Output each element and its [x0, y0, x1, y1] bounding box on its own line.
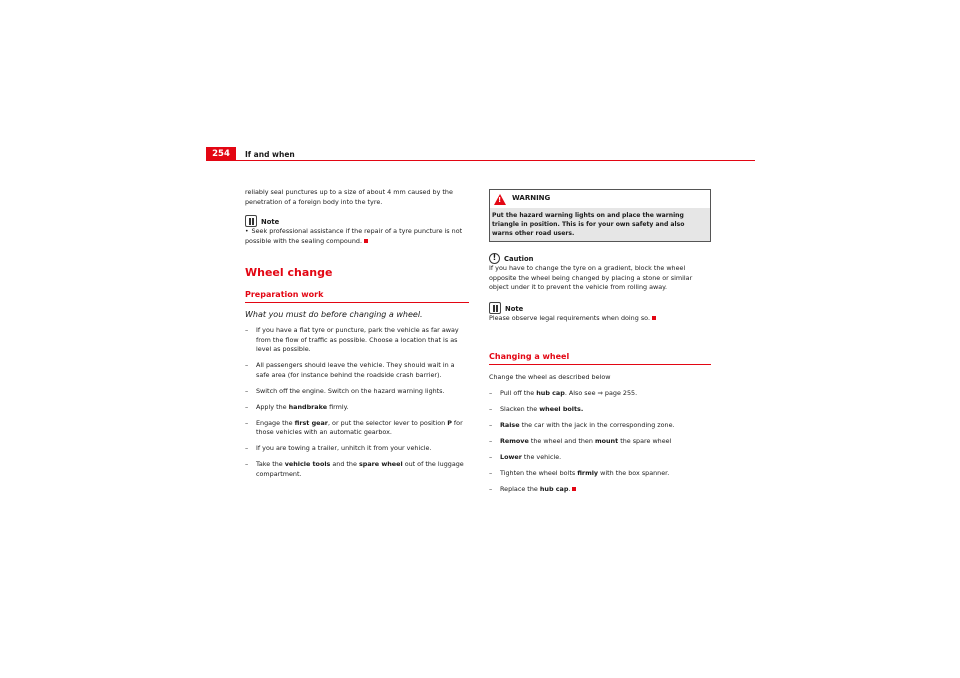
page-number: 254 — [206, 147, 236, 161]
intro-paragraph: reliably seal punctures up to a size of about 4 mm caused by the penetration of a foreign body into the tyre. — [245, 188, 453, 206]
note-text: • Seek professional assistance if the repair of a tyre puncture is not possible with the sealing compound. — [245, 227, 463, 245]
subsection-intro: What you must do before changing a wheel. — [245, 310, 423, 319]
end-mark-icon — [652, 316, 656, 320]
note-heading — [245, 213, 469, 227]
list-item: – If you have a flat tyre or puncture, park the vehicle as far away from the flow of traffic as possible. Choose a location that is as level as possible. — [245, 326, 469, 355]
list-item: – Raise the car with the jack in the corresponding zone. — [489, 421, 711, 431]
list-item: – Slacken the wheel bolts. — [489, 405, 711, 415]
list-item: – All passengers should leave the vehicle. They should wait in a safe area (for instance behind the roadside crash barrier). — [245, 361, 469, 380]
changing-wheel-section — [489, 351, 711, 494]
section-title: Wheel change — [245, 266, 333, 279]
list-item: – Remove the wheel and then mount the spare wheel — [489, 437, 711, 447]
list-item: – Tighten the wheel bolts firmly with the box spanner. — [489, 469, 711, 479]
note-icon — [245, 215, 257, 227]
warning-box — [489, 189, 711, 242]
preparation-steps — [245, 326, 469, 479]
end-mark-icon — [364, 239, 368, 243]
caution-heading — [489, 250, 711, 264]
end-mark-icon — [572, 487, 576, 491]
subsection-title: Changing a wheel — [489, 352, 570, 361]
right-column — [489, 189, 711, 501]
chapter-title: If and when — [245, 150, 295, 159]
note-icon — [489, 302, 501, 314]
left-column — [245, 188, 469, 486]
warning-triangle-icon — [494, 194, 506, 205]
note-text: Please observe legal requirements when doing so. — [489, 314, 711, 324]
list-item: – Lower the vehicle. — [489, 453, 711, 463]
subsection-lead: Change the wheel as described below — [489, 373, 611, 381]
list-item: – Pull off the hub cap. Also see ⇒ page 255. — [489, 389, 711, 399]
preparation-work-section — [245, 289, 469, 479]
note-label: Note — [261, 218, 280, 226]
list-item: – Apply the handbrake firmly. — [245, 403, 469, 413]
subsection-rule — [245, 302, 469, 303]
note-label: Note — [505, 304, 524, 313]
list-item: – Switch off the engine. Switch on the hazard warning lights. — [245, 387, 469, 397]
list-item: – Take the vehicle tools and the spare wheel out of the luggage compartment. — [245, 460, 469, 479]
list-item: – If you are towing a trailer, unhitch it from your vehicle. — [245, 444, 469, 454]
bullet-icon: • — [245, 228, 249, 235]
caution-text: If you have to change the tyre on a gradient, block the wheel opposite the wheel being changed by placing a stone or similar object under it to prevent the vehicle from rolling away. — [489, 264, 693, 291]
changing-steps — [489, 389, 711, 495]
caution-label: Caution — [504, 255, 534, 263]
note-heading — [489, 300, 711, 314]
list-item: – Engage the first gear, or put the selector lever to position P for those vehicles with an automatic gearbox. — [245, 419, 469, 438]
header-rule — [206, 160, 755, 161]
warning-heading — [490, 190, 710, 208]
subsection-rule — [489, 364, 711, 365]
warning-label: WARNING — [512, 194, 551, 203]
caution-icon: ! — [489, 253, 500, 264]
subsection-title: Preparation work — [245, 290, 324, 299]
warning-text: Put the hazard warning lights on and place the warning triangle in position. This is for your own safety and also warns other road users. — [490, 208, 710, 241]
list-item: – Replace the hub cap. — [489, 485, 711, 495]
